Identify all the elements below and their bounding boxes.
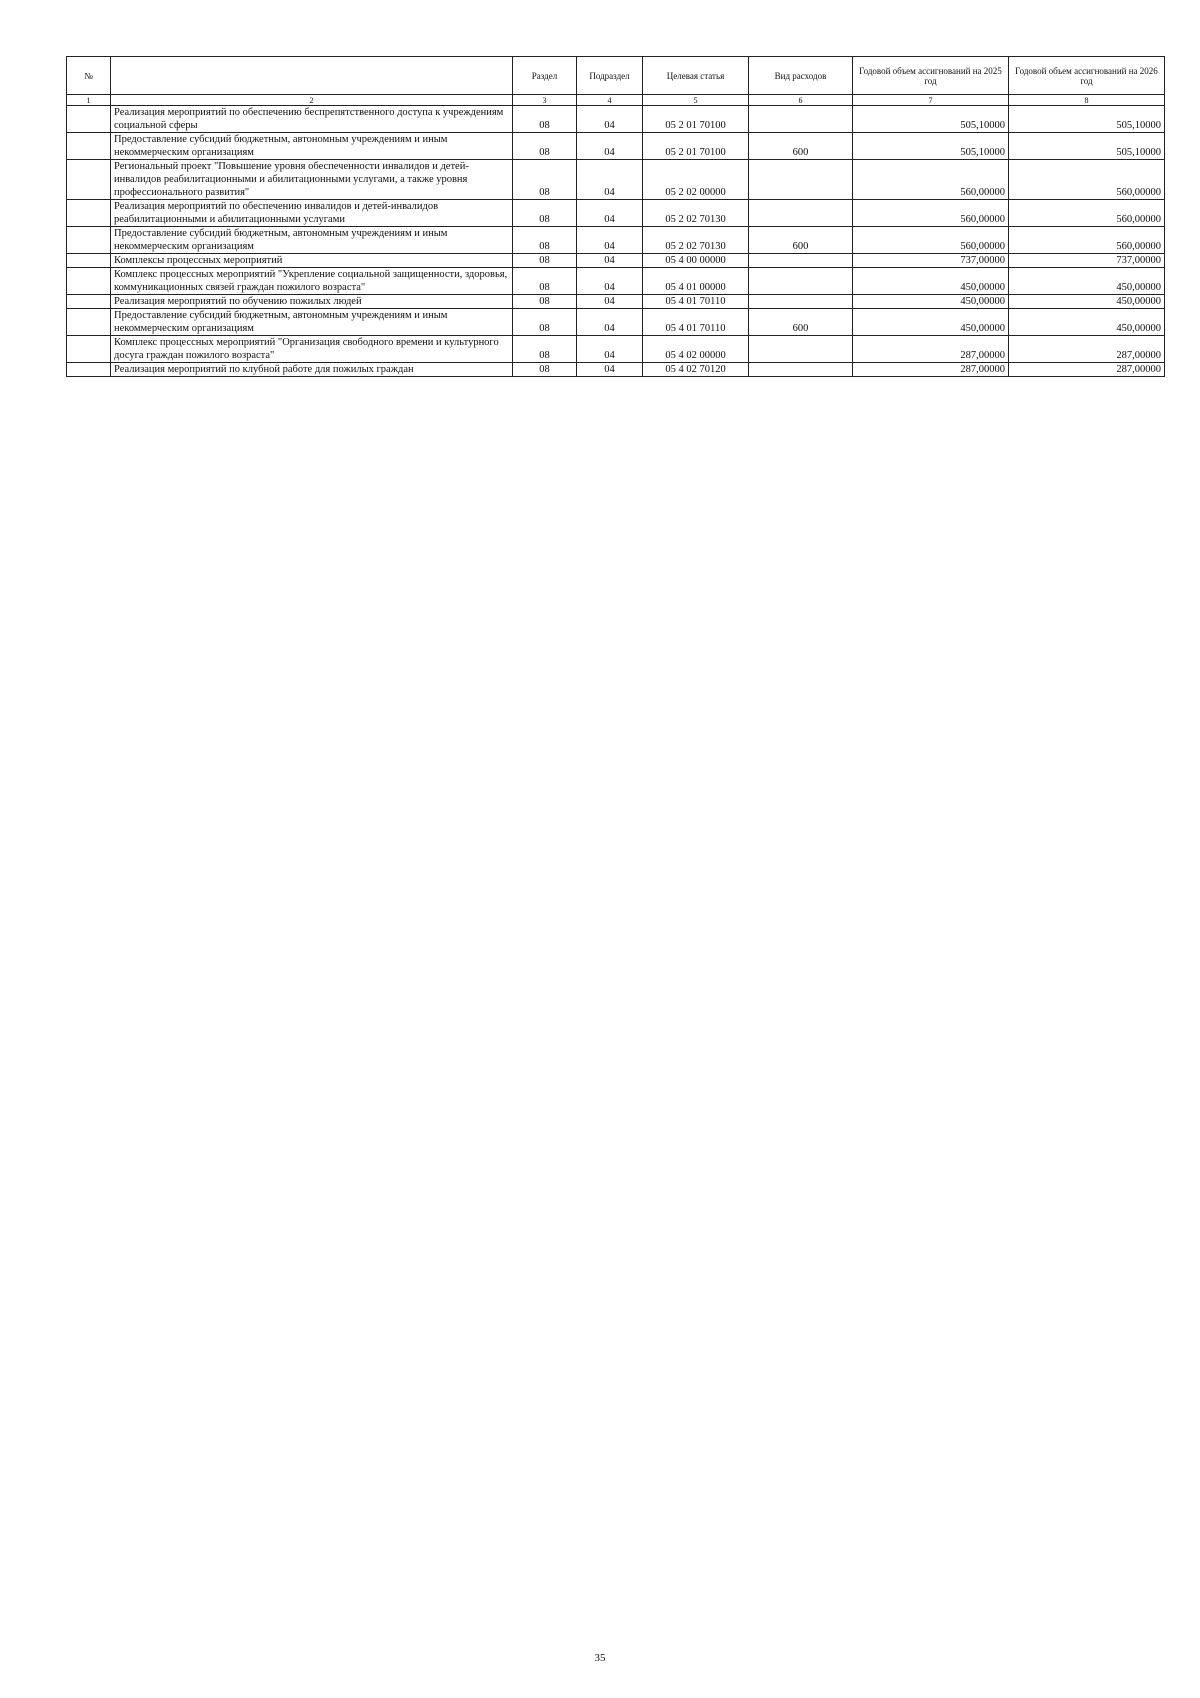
row-vid — [749, 106, 853, 133]
header-name — [111, 57, 513, 95]
column-number: 2 — [111, 95, 513, 106]
row-podrazdel: 04 — [577, 254, 643, 268]
row-2026: 287,00000 — [1009, 336, 1165, 363]
row-number — [67, 268, 111, 295]
row-podrazdel: 04 — [577, 160, 643, 200]
budget-table-sheet — [66, 56, 1164, 377]
row-podrazdel: 04 — [577, 363, 643, 377]
row-vid — [749, 160, 853, 200]
row-podrazdel: 04 — [577, 133, 643, 160]
row-name: Предоставление субсидий бюджетным, автономным учреждениям и иным некоммерческим организациям — [111, 133, 513, 160]
row-razdel: 08 — [513, 295, 577, 309]
header-podrazdel: Подраздел — [577, 57, 643, 95]
table-row — [67, 106, 1165, 133]
column-number: 7 — [853, 95, 1009, 106]
row-target: 05 2 02 00000 — [643, 160, 749, 200]
table-row — [67, 227, 1165, 254]
row-target: 05 4 02 00000 — [643, 336, 749, 363]
header-2026: Годовой объем ассигнований на 2026 год — [1009, 57, 1165, 95]
row-number — [67, 106, 111, 133]
row-2025: 737,00000 — [853, 254, 1009, 268]
row-target: 05 2 02 70130 — [643, 227, 749, 254]
table-row — [67, 295, 1165, 309]
row-target: 05 2 01 70100 — [643, 133, 749, 160]
table-row — [67, 160, 1165, 200]
row-2026: 560,00000 — [1009, 227, 1165, 254]
row-name: Реализация мероприятий по обеспечению беспрепятственного доступа к учреждениям социальной сферы — [111, 106, 513, 133]
row-name: Реализация мероприятий по обучению пожилых людей — [111, 295, 513, 309]
row-target: 05 2 01 70100 — [643, 106, 749, 133]
table-row — [67, 309, 1165, 336]
row-2025: 450,00000 — [853, 295, 1009, 309]
header-razdel: Раздел — [513, 57, 577, 95]
row-razdel: 08 — [513, 227, 577, 254]
column-number: 5 — [643, 95, 749, 106]
row-2025: 560,00000 — [853, 200, 1009, 227]
row-razdel: 08 — [513, 309, 577, 336]
row-number — [67, 133, 111, 160]
row-razdel: 08 — [513, 200, 577, 227]
row-vid — [749, 336, 853, 363]
row-name: Реализация мероприятий по обеспечению инвалидов и детей-инвалидов реабилитационными и абилитационными услугами — [111, 200, 513, 227]
row-razdel: 08 — [513, 106, 577, 133]
row-number — [67, 295, 111, 309]
row-name: Реализация мероприятий по клубной работе для пожилых граждан — [111, 363, 513, 377]
column-number-row — [67, 95, 1165, 106]
row-2026: 450,00000 — [1009, 295, 1165, 309]
budget-table — [66, 56, 1165, 377]
row-razdel: 08 — [513, 160, 577, 200]
row-target: 05 4 01 70110 — [643, 295, 749, 309]
header-num: № — [67, 57, 111, 95]
header-row — [67, 57, 1165, 95]
row-target: 05 2 02 70130 — [643, 200, 749, 227]
row-2026: 560,00000 — [1009, 160, 1165, 200]
row-vid — [749, 295, 853, 309]
row-2026: 450,00000 — [1009, 309, 1165, 336]
row-number — [67, 309, 111, 336]
row-podrazdel: 04 — [577, 227, 643, 254]
column-number: 4 — [577, 95, 643, 106]
row-vid: 600 — [749, 227, 853, 254]
row-podrazdel: 04 — [577, 309, 643, 336]
row-razdel: 08 — [513, 336, 577, 363]
header-target: Целевая статья — [643, 57, 749, 95]
column-number: 1 — [67, 95, 111, 106]
table-row — [67, 133, 1165, 160]
row-2026: 287,00000 — [1009, 363, 1165, 377]
row-number — [67, 363, 111, 377]
row-2026: 450,00000 — [1009, 268, 1165, 295]
row-number — [67, 336, 111, 363]
row-2025: 505,10000 — [853, 133, 1009, 160]
row-name: Комплекс процессных мероприятий "Укрепление социальной защищенности, здоровья, коммуникационных связей граждан пожилого возраста" — [111, 268, 513, 295]
row-vid: 600 — [749, 133, 853, 160]
row-vid: 600 — [749, 309, 853, 336]
row-razdel: 08 — [513, 268, 577, 295]
table-row — [67, 268, 1165, 295]
column-number: 6 — [749, 95, 853, 106]
row-target: 05 4 00 00000 — [643, 254, 749, 268]
row-podrazdel: 04 — [577, 268, 643, 295]
row-2026: 560,00000 — [1009, 200, 1165, 227]
row-vid — [749, 268, 853, 295]
row-2026: 505,10000 — [1009, 133, 1165, 160]
row-podrazdel: 04 — [577, 336, 643, 363]
row-name: Региональный проект "Повышение уровня обеспеченности инвалидов и детей-инвалидов реабилитационными и абилитационными услугами, а также уровня профессионального развития" — [111, 160, 513, 200]
column-number: 3 — [513, 95, 577, 106]
table-body — [67, 106, 1165, 377]
row-vid — [749, 363, 853, 377]
row-vid — [749, 200, 853, 227]
table-row — [67, 254, 1165, 268]
table-row — [67, 336, 1165, 363]
page-number: 35 — [594, 1652, 606, 1664]
table-row — [67, 200, 1165, 227]
row-name: Предоставление субсидий бюджетным, автономным учреждениям и иным некоммерческим организациям — [111, 227, 513, 254]
row-2026: 505,10000 — [1009, 106, 1165, 133]
row-2025: 560,00000 — [853, 160, 1009, 200]
row-2025: 560,00000 — [853, 227, 1009, 254]
row-2025: 287,00000 — [853, 363, 1009, 377]
row-number — [67, 160, 111, 200]
row-name: Предоставление субсидий бюджетным, автономным учреждениям и иным некоммерческим организациям — [111, 309, 513, 336]
row-number — [67, 200, 111, 227]
row-vid — [749, 254, 853, 268]
row-razdel: 08 — [513, 363, 577, 377]
table-row — [67, 363, 1165, 377]
header-2025: Годовой объем ассигнований на 2025 год — [853, 57, 1009, 95]
row-podrazdel: 04 — [577, 200, 643, 227]
row-name: Комплекс процессных мероприятий "Организация свободного времени и культурного досуга граждан пожилого возраста" — [111, 336, 513, 363]
row-target: 05 4 02 70120 — [643, 363, 749, 377]
row-podrazdel: 04 — [577, 106, 643, 133]
row-razdel: 08 — [513, 254, 577, 268]
row-target: 05 4 01 70110 — [643, 309, 749, 336]
row-2025: 505,10000 — [853, 106, 1009, 133]
row-name: Комплексы процессных мероприятий — [111, 254, 513, 268]
row-2025: 287,00000 — [853, 336, 1009, 363]
row-number — [67, 227, 111, 254]
header-vid: Вид расходов — [749, 57, 853, 95]
row-2025: 450,00000 — [853, 309, 1009, 336]
column-number: 8 — [1009, 95, 1165, 106]
row-razdel: 08 — [513, 133, 577, 160]
row-2025: 450,00000 — [853, 268, 1009, 295]
row-2026: 737,00000 — [1009, 254, 1165, 268]
row-podrazdel: 04 — [577, 295, 643, 309]
row-target: 05 4 01 00000 — [643, 268, 749, 295]
row-number — [67, 254, 111, 268]
